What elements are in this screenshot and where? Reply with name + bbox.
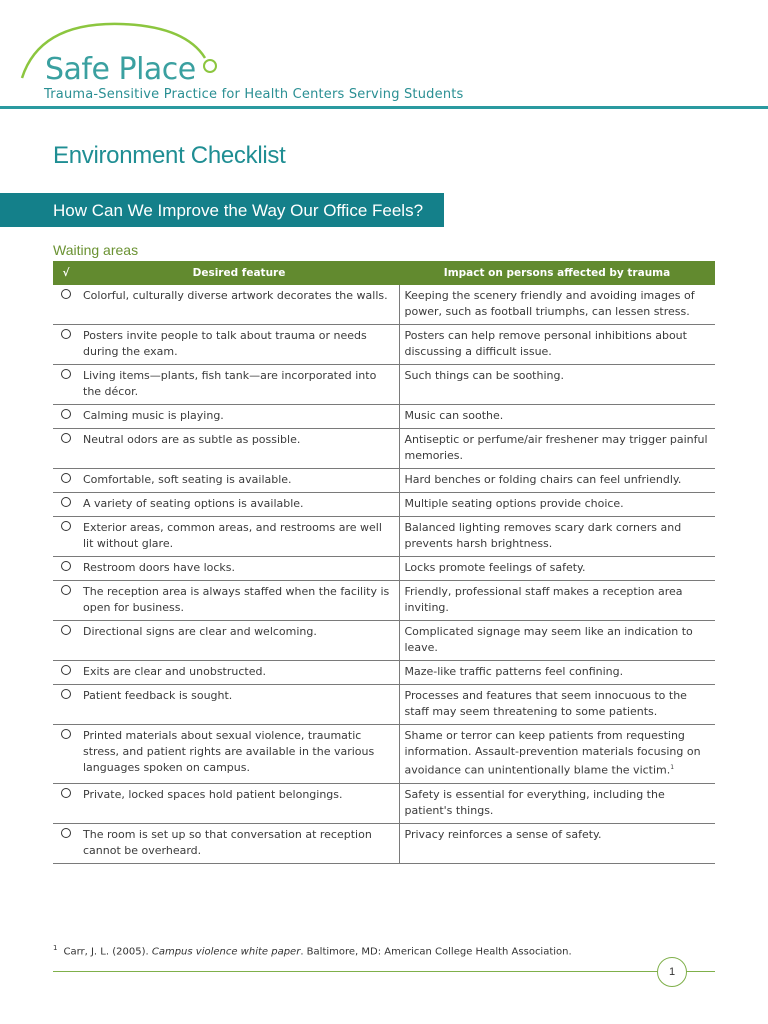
impact-text: Privacy reinforces a sense of safety. bbox=[404, 827, 602, 841]
footnote-title: Campus violence white paper bbox=[151, 946, 301, 958]
brand-name: Safe Place bbox=[45, 52, 196, 87]
checkbox-circle-icon[interactable] bbox=[61, 473, 71, 483]
feature-text: A variety of seating options is available. bbox=[83, 497, 304, 510]
impact-cell bbox=[399, 685, 715, 725]
impact-cell bbox=[399, 469, 715, 493]
table-row bbox=[53, 725, 715, 784]
impact-cell bbox=[399, 405, 715, 429]
checkbox-cell bbox=[53, 685, 79, 725]
page-number: 1 bbox=[657, 957, 687, 987]
checkbox-circle-icon[interactable] bbox=[61, 521, 71, 531]
impact-text: Friendly, professional staff makes a reception area inviting. bbox=[404, 585, 683, 614]
impact-text: Maze-like traffic patterns feel confining. bbox=[404, 665, 624, 678]
table-row bbox=[53, 429, 715, 469]
checkbox-circle-icon[interactable] bbox=[61, 433, 71, 443]
checkbox-cell bbox=[53, 557, 79, 581]
impact-text: Music can soothe. bbox=[404, 409, 504, 422]
impact-cell bbox=[399, 661, 715, 685]
checkbox-cell bbox=[53, 325, 79, 365]
feature-text: The reception area is always staffed when the facility is open for business. bbox=[83, 585, 390, 614]
table-header-row bbox=[53, 261, 715, 285]
checkbox-circle-icon[interactable] bbox=[61, 665, 71, 675]
feature-cell bbox=[79, 365, 399, 405]
table-row bbox=[53, 493, 715, 517]
checkbox-cell bbox=[53, 285, 79, 325]
table-row bbox=[53, 581, 715, 621]
checkbox-circle-icon[interactable] bbox=[61, 409, 71, 419]
feature-text: Exterior areas, common areas, and restrooms are well lit without glare. bbox=[83, 521, 382, 550]
checkbox-cell bbox=[53, 365, 79, 405]
feature-cell bbox=[79, 621, 399, 661]
feature-cell bbox=[79, 823, 399, 863]
impact-text: Safety is essential for everything, including the patient's things. bbox=[404, 787, 665, 817]
feature-cell bbox=[79, 783, 399, 823]
checkbox-circle-icon[interactable] bbox=[61, 828, 71, 838]
table-row bbox=[53, 621, 715, 661]
checkbox-cell bbox=[53, 823, 79, 863]
impact-cell bbox=[399, 725, 715, 784]
feature-cell bbox=[79, 517, 399, 557]
footnote bbox=[53, 944, 572, 957]
section-title: Waiting areas bbox=[53, 242, 139, 258]
impact-cell bbox=[399, 285, 715, 325]
checkbox-cell bbox=[53, 783, 79, 823]
footer-divider bbox=[53, 971, 715, 972]
checkbox-cell bbox=[53, 469, 79, 493]
feature-text: Neutral odors are as subtle as possible. bbox=[83, 433, 301, 446]
feature-cell bbox=[79, 405, 399, 429]
table-row bbox=[53, 823, 715, 863]
feature-text: Patient feedback is sought. bbox=[83, 689, 233, 702]
impact-cell bbox=[399, 365, 715, 405]
table-row bbox=[53, 517, 715, 557]
feature-cell bbox=[79, 557, 399, 581]
impact-cell bbox=[399, 557, 715, 581]
checkbox-cell bbox=[53, 621, 79, 661]
impact-cell bbox=[399, 823, 715, 863]
section-banner bbox=[0, 193, 444, 227]
impact-text: Such things can be soothing. bbox=[404, 369, 564, 382]
feature-cell bbox=[79, 725, 399, 784]
feature-text: Comfortable, soft seating is available. bbox=[83, 473, 292, 486]
header bbox=[0, 0, 768, 112]
table-row bbox=[53, 685, 715, 725]
checkbox-cell bbox=[53, 429, 79, 469]
impact-cell bbox=[399, 325, 715, 365]
checkbox-circle-icon[interactable] bbox=[61, 497, 71, 507]
table-row bbox=[53, 405, 715, 429]
checkbox-cell bbox=[53, 581, 79, 621]
table-row bbox=[53, 469, 715, 493]
table-row bbox=[53, 285, 715, 325]
brand-tagline: Trauma-Sensitive Practice for Health Centers Serving Students bbox=[44, 87, 464, 102]
feature-cell bbox=[79, 581, 399, 621]
impact-text: Processes and features that seem innocuous to the staff may seem threatening to some patients. bbox=[404, 689, 687, 718]
impact-cell bbox=[399, 493, 715, 517]
feature-text: The room is set up so that conversation at reception cannot be overheard. bbox=[83, 827, 372, 857]
banner-title: How Can We Improve the Way Our Office Feels? bbox=[53, 201, 424, 220]
feature-cell bbox=[79, 685, 399, 725]
checkbox-circle-icon[interactable] bbox=[61, 289, 71, 299]
checkbox-circle-icon[interactable] bbox=[61, 369, 71, 379]
impact-text: Complicated signage may seem like an indication to leave. bbox=[404, 625, 693, 654]
feature-cell bbox=[79, 285, 399, 325]
feature-text: Printed materials about sexual violence, traumatic stress, and patient rights are available in the various languages spoken on campus. bbox=[83, 729, 375, 774]
feature-text: Directional signs are clear and welcoming. bbox=[83, 625, 317, 638]
feature-text: Living items—plants, fish tank—are incorporated into the décor. bbox=[83, 369, 377, 398]
impact-text: Shame or terror can keep patients from requesting information. Assault-prevention materials focusing on avoidance can unintentionally blame the victim. bbox=[404, 729, 701, 777]
impact-text: Balanced lighting removes scary dark corners and prevents harsh brightness. bbox=[404, 521, 682, 550]
page-title: Environment Checklist bbox=[53, 142, 286, 169]
impact-cell bbox=[399, 581, 715, 621]
impact-text: Antiseptic or perfume/air freshener may trigger painful memories. bbox=[404, 433, 708, 462]
checkbox-circle-icon[interactable] bbox=[61, 625, 71, 635]
impact-text: Locks promote feelings of safety. bbox=[404, 561, 586, 574]
feature-text: Exits are clear and unobstructed. bbox=[83, 665, 266, 678]
checklist-table bbox=[53, 261, 715, 864]
impact-cell bbox=[399, 621, 715, 661]
feature-cell bbox=[79, 325, 399, 365]
checkbox-circle-icon[interactable] bbox=[61, 788, 71, 798]
feature-cell bbox=[79, 429, 399, 469]
header-divider bbox=[0, 106, 768, 109]
feature-text: Private, locked spaces hold patient belongings. bbox=[83, 787, 343, 801]
table-row bbox=[53, 783, 715, 823]
checkbox-cell bbox=[53, 725, 79, 784]
feature-cell bbox=[79, 661, 399, 685]
header-check: √ bbox=[53, 261, 79, 285]
footnote-publisher: . Baltimore, MD: American College Health Association. bbox=[300, 946, 572, 958]
checkbox-cell bbox=[53, 517, 79, 557]
header-impact: Impact on persons affected by trauma bbox=[399, 261, 715, 285]
feature-text: Restroom doors have locks. bbox=[83, 561, 236, 574]
table-row bbox=[53, 325, 715, 365]
impact-cell bbox=[399, 517, 715, 557]
footnote-author: Carr, J. L. (2005). bbox=[63, 946, 149, 958]
footnote-ref: 1 bbox=[670, 764, 675, 771]
impact-text: Hard benches or folding chairs can feel unfriendly. bbox=[404, 473, 682, 486]
checkbox-circle-icon[interactable] bbox=[61, 329, 71, 339]
checkbox-cell bbox=[53, 405, 79, 429]
footnote-number: 1 bbox=[53, 944, 58, 952]
feature-text: Posters invite people to talk about trauma or needs during the exam. bbox=[83, 329, 367, 358]
checkbox-circle-icon[interactable] bbox=[61, 689, 71, 699]
header-feature: Desired feature bbox=[79, 261, 399, 285]
feature-text: Calming music is playing. bbox=[83, 409, 224, 422]
impact-text: Posters can help remove personal inhibitions about discussing a difficult issue. bbox=[404, 329, 687, 358]
impact-cell bbox=[399, 429, 715, 469]
checkbox-cell bbox=[53, 661, 79, 685]
table-row bbox=[53, 557, 715, 581]
checkbox-circle-icon[interactable] bbox=[61, 561, 71, 571]
feature-cell bbox=[79, 469, 399, 493]
table-row bbox=[53, 661, 715, 685]
feature-text: Colorful, culturally diverse artwork decorates the walls. bbox=[83, 289, 388, 302]
feature-cell bbox=[79, 493, 399, 517]
impact-cell bbox=[399, 783, 715, 823]
checkbox-circle-icon[interactable] bbox=[61, 585, 71, 595]
impact-text: Keeping the scenery friendly and avoiding images of power, such as football triumphs, can lessen stress. bbox=[404, 289, 695, 318]
checkbox-circle-icon[interactable] bbox=[61, 729, 71, 739]
table-row bbox=[53, 365, 715, 405]
impact-text: Multiple seating options provide choice. bbox=[404, 497, 624, 510]
checkbox-cell bbox=[53, 493, 79, 517]
